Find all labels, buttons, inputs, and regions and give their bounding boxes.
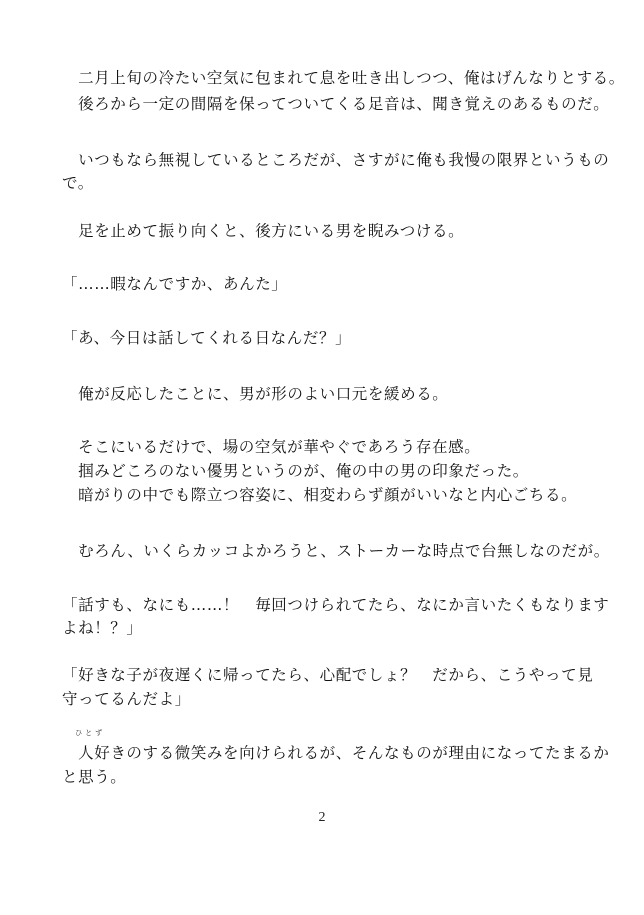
dialogue-line: 「好きな子が夜遅くに帰ってたら、心配でしょ？ だから、こうやって見 xyxy=(62,666,594,684)
ruby-line-rest: きのする微笑みを向けられるが、そんなものが理由になってたまるか xyxy=(110,744,610,762)
text-line: むろん、いくらカッコよかろうと、ストーカーな時点で台無しなのだが。 xyxy=(62,542,610,560)
ruby-base xyxy=(75,729,111,765)
ruby-base-text: 人好 xyxy=(78,744,111,762)
text-line: 二月上旬の冷たい空気に包まれて息を吐き出しつつ、俺はげんなりとする。 xyxy=(62,69,625,87)
text-line: 後ろから一定の間隔を保ってついてくる足音は、聞き覚えのあるものだ。 xyxy=(62,95,610,113)
ruby-annotation: ひとず xyxy=(75,729,106,737)
text-line: と思う。 xyxy=(62,768,127,786)
dialogue-line: よね！？」 xyxy=(62,619,143,637)
text-line-with-ruby xyxy=(62,729,610,765)
dialogue-line: 守ってるんだよ」 xyxy=(62,690,191,708)
indent xyxy=(62,744,78,762)
text-line: で。 xyxy=(62,174,94,192)
text-line: 足を止めて振り向くと、後方にいる男を睨みつける。 xyxy=(62,222,465,240)
dialogue-line: 「話すも、なにも……！ 毎回つけられてたら、なにか言いたくもなります xyxy=(62,596,610,614)
text-line: 掴みどころのない優男というのが、俺の中の男の印象だった。 xyxy=(62,462,529,480)
dialogue-line: 「……暇なんですか、あんた」 xyxy=(62,275,288,293)
text-line: 俺が反応したことに、男が形のよい口元を緩める。 xyxy=(62,385,449,403)
text-line: 暗がりの中でも際立つ容姿に、相変わらず顔がいいなと内心ごちる。 xyxy=(62,486,578,504)
page-number: 2 xyxy=(318,810,326,825)
text-line: いつもなら無視しているところだが、さすがに俺も我慢の限界というもの xyxy=(62,151,610,169)
text-line: そこにいるだけで、場の空気が華やぐであろう存在感。 xyxy=(62,438,481,456)
dialogue-line: 「あ、今日は話してくれる日なんだ？」 xyxy=(62,329,352,347)
